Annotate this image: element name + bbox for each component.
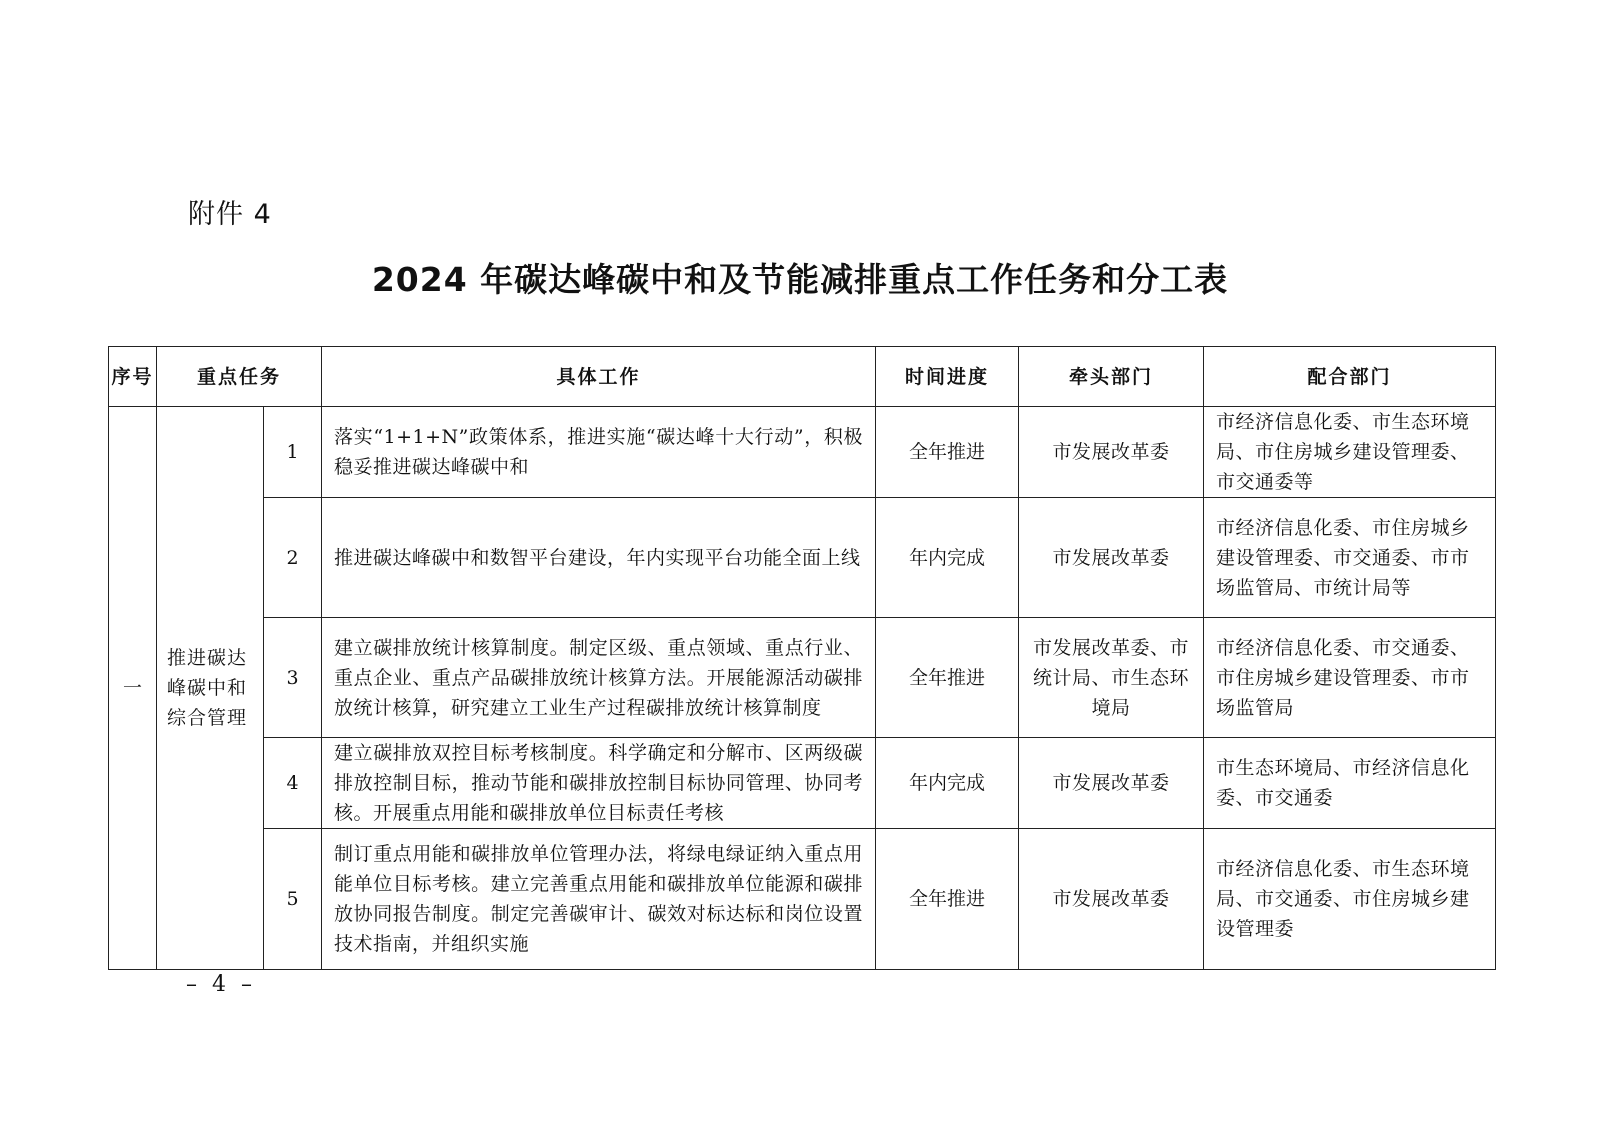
group-seq-cell: 一	[109, 407, 157, 970]
header-row	[109, 347, 1496, 407]
table-row	[109, 829, 1496, 970]
task-table	[108, 346, 1496, 970]
page-number: – 4 –	[186, 972, 256, 997]
header-work: 具体工作	[322, 347, 876, 407]
table-row	[109, 498, 1496, 618]
lead-dept-cell: 市发展改革委	[1019, 738, 1204, 829]
lead-dept-cell: 市发展改革委	[1019, 498, 1204, 618]
work-cell: 建立碳排放统计核算制度。制定区级、重点领域、重点行业、重点企业、重点产品碳排放统计核算方法。开展能源活动碳排放统计核算，研究建立工业生产过程碳排放统计核算制度	[322, 618, 876, 738]
table-row	[109, 738, 1496, 829]
group-task-cell: 推进碳达峰碳中和综合管理	[157, 407, 264, 970]
header-support: 配合部门	[1204, 347, 1496, 407]
schedule-cell: 年内完成	[876, 498, 1019, 618]
lead-dept-cell: 市发展改革委	[1019, 829, 1204, 970]
row-number: 5	[264, 829, 322, 970]
row-number: 1	[264, 407, 322, 498]
lead-dept-cell: 市发展改革委、市统计局、市生态环境局	[1019, 618, 1204, 738]
table-row	[109, 407, 1496, 498]
attachment-label: 附件 4	[188, 199, 272, 230]
row-number: 4	[264, 738, 322, 829]
schedule-cell: 全年推进	[876, 407, 1019, 498]
row-number: 2	[264, 498, 322, 618]
document-title: 2024 年碳达峰碳中和及节能减排重点工作任务和分工表	[371, 260, 1229, 299]
schedule-cell: 全年推进	[876, 829, 1019, 970]
support-dept-cell: 市经济信息化委、市交通委、市住房城乡建设管理委、市市场监管局	[1204, 618, 1496, 738]
work-cell: 推进碳达峰碳中和数智平台建设，年内实现平台功能全面上线	[322, 498, 876, 618]
work-cell: 制订重点用能和碳排放单位管理办法，将绿电绿证纳入重点用能单位目标考核。建立完善重点用能和碳排放单位能源和碳排放协同报告制度。制定完善碳审计、碳效对标达标和岗位设置技术指南，并组织实施	[322, 829, 876, 970]
header-seq: 序号	[109, 347, 157, 407]
support-dept-cell: 市经济信息化委、市住房城乡建设管理委、市交通委、市市场监管局、市统计局等	[1204, 498, 1496, 618]
schedule-cell: 年内完成	[876, 738, 1019, 829]
header-schedule: 时间进度	[876, 347, 1019, 407]
header-lead: 牵头部门	[1019, 347, 1204, 407]
support-dept-cell: 市经济信息化委、市生态环境局、市交通委、市住房城乡建设管理委	[1204, 829, 1496, 970]
support-dept-cell: 市经济信息化委、市生态环境局、市住房城乡建设管理委、市交通委等	[1204, 407, 1496, 498]
lead-dept-cell: 市发展改革委	[1019, 407, 1204, 498]
support-dept-cell: 市生态环境局、市经济信息化委、市交通委	[1204, 738, 1496, 829]
row-number: 3	[264, 618, 322, 738]
schedule-cell: 全年推进	[876, 618, 1019, 738]
header-task: 重点任务	[157, 347, 322, 407]
work-cell: 落实“1+1+N”政策体系，推进实施“碳达峰十大行动”，积极稳妥推进碳达峰碳中和	[322, 407, 876, 498]
table-row	[109, 618, 1496, 738]
work-cell: 建立碳排放双控目标考核制度。科学确定和分解市、区两级碳排放控制目标，推动节能和碳排放控制目标协同管理、协同考核。开展重点用能和碳排放单位目标责任考核	[322, 738, 876, 829]
